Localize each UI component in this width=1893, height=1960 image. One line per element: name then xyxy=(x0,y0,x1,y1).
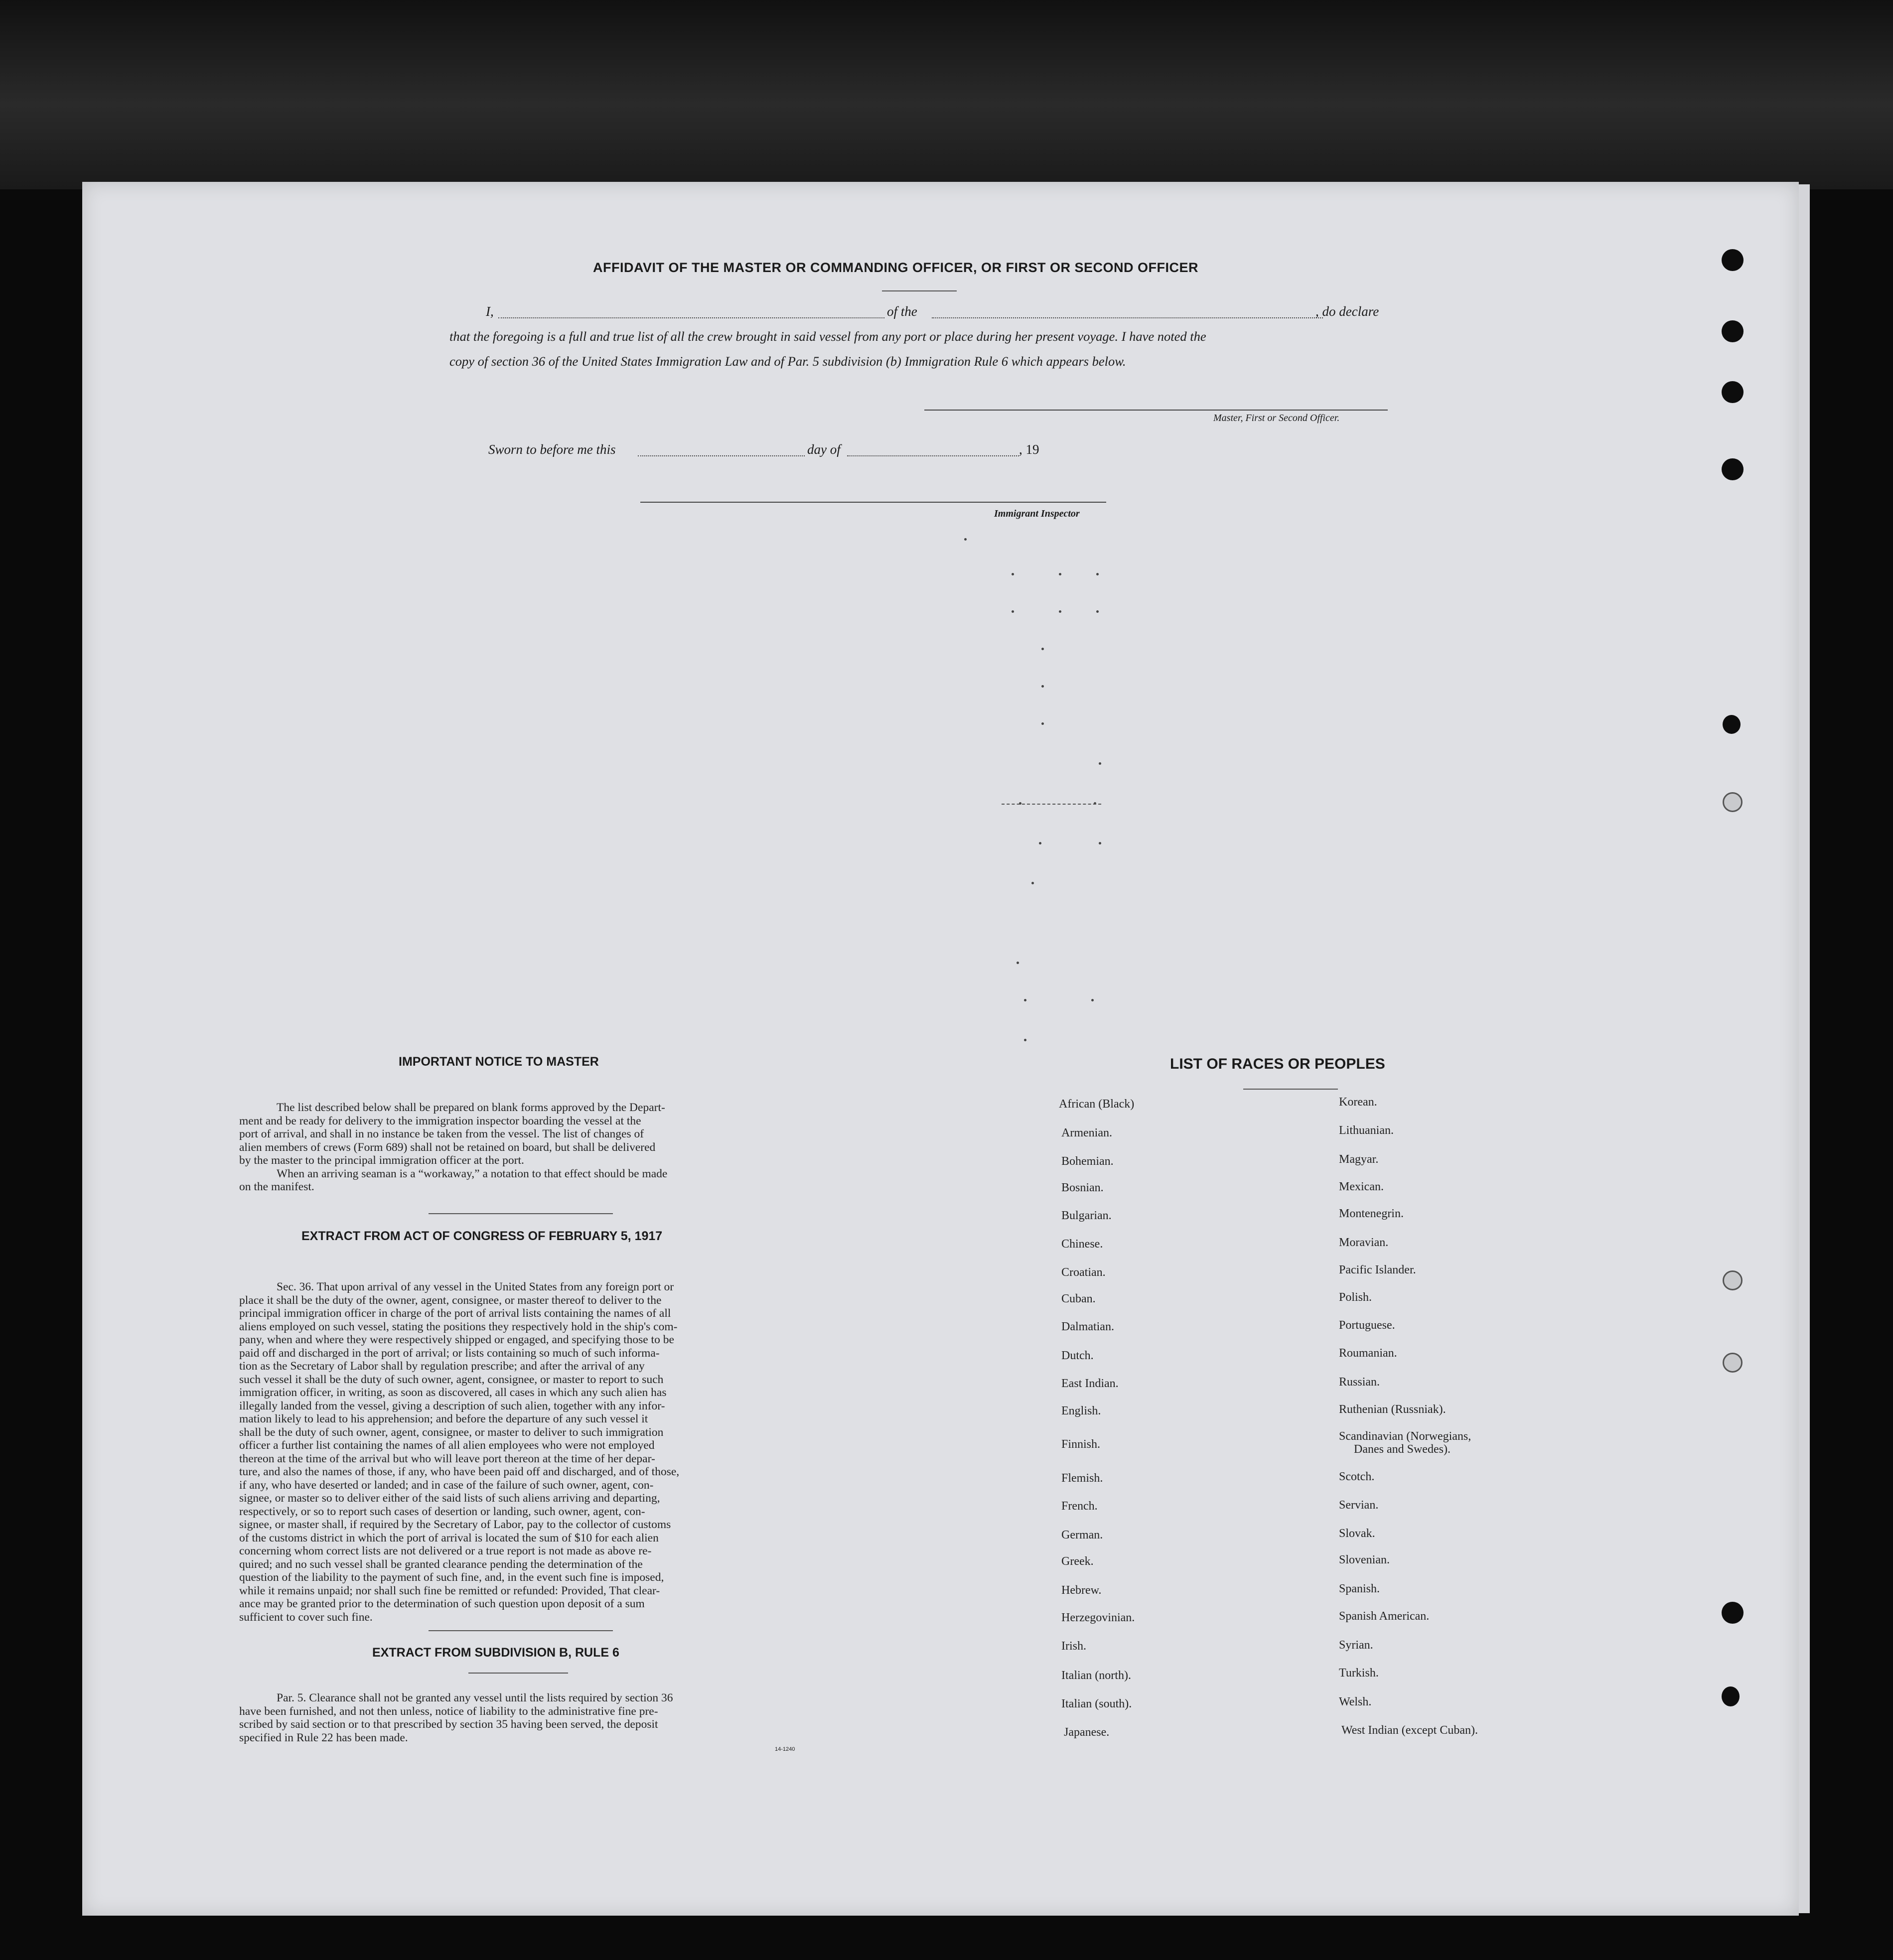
rule-extract-body xyxy=(239,1691,887,1744)
para-line: sufficient to cover such fine. xyxy=(239,1610,373,1624)
race-item: Bulgarian. xyxy=(1061,1209,1112,1222)
race-item: Armenian. xyxy=(1061,1126,1112,1139)
para-line: such vessel it shall be the duty of such owner, agent, consignee, or master to report to such xyxy=(239,1373,664,1386)
races-title-divider xyxy=(1243,1089,1338,1090)
sworn-day-field[interactable] xyxy=(638,455,805,456)
race-item: Spanish. xyxy=(1339,1582,1380,1595)
race-item: German. xyxy=(1061,1529,1103,1541)
stray-mark xyxy=(1059,610,1061,613)
race-item: Syrian. xyxy=(1339,1639,1373,1652)
race-item: Scotch. xyxy=(1339,1470,1375,1483)
race-item: Chinese. xyxy=(1061,1238,1103,1251)
race-item: Moravian. xyxy=(1339,1236,1389,1249)
sworn-month-prefix: day of xyxy=(807,442,841,457)
race-item: Portuguese. xyxy=(1339,1319,1395,1332)
title-divider xyxy=(882,290,957,291)
race-item: English. xyxy=(1061,1404,1101,1417)
race-item: Slovak. xyxy=(1339,1527,1375,1540)
para-line: tion as the Secretary of Labor shall by regulation prescribe; and after the arrival of any xyxy=(239,1360,645,1373)
race-item: Flemish. xyxy=(1061,1472,1103,1485)
para-line: on the manifest. xyxy=(239,1180,314,1193)
punch-hole xyxy=(1723,1270,1743,1290)
para-line: officer a further list containing the names of all alien employees who were not employed xyxy=(239,1439,655,1452)
act-extract-title: EXTRACT FROM ACT OF CONGRESS OF FEBRUARY 5, 1917 xyxy=(301,1229,663,1243)
race-item: Magyar. xyxy=(1339,1153,1379,1166)
race-item: Danes and Swedes). xyxy=(1354,1443,1451,1456)
race-item: Herzegovinian. xyxy=(1061,1611,1135,1624)
race-item: Finnish. xyxy=(1061,1438,1101,1451)
vessel-name-field[interactable] xyxy=(932,317,1323,318)
stray-dash xyxy=(1002,804,1101,805)
race-item: Polish. xyxy=(1339,1291,1372,1304)
notice-title: IMPORTANT NOTICE TO MASTER xyxy=(399,1055,599,1069)
para-line: question of the liability to the payment of such fine, and, in the event such fine is imposed, xyxy=(239,1571,664,1584)
race-item: African (Black) xyxy=(1059,1098,1135,1111)
race-item: Cuban. xyxy=(1061,1292,1096,1305)
para-line: paid off and discharged in the port of arrival; or lists containing so much of such informa- xyxy=(239,1346,660,1360)
sworn-year: , 19 xyxy=(1019,442,1039,457)
punch-hole xyxy=(1722,1686,1740,1706)
para-line: illegally landed from the vessel, giving a description of such alien, together with any infor- xyxy=(239,1399,665,1412)
stray-mark xyxy=(1041,648,1044,650)
race-item: Italian (south). xyxy=(1061,1697,1132,1710)
para-line: concerning whom correct lists are not delivered or a true report is not made as above re- xyxy=(239,1544,652,1557)
para-line: while it remains unpaid; nor shall such fine be remitted or refunded: Provided, That clear- xyxy=(239,1584,660,1597)
document-page xyxy=(82,182,1799,1916)
para-line: aliens employed on such vessel, stating the positions they respectively hold in the ship's com- xyxy=(239,1320,678,1333)
officer-caption: Master, First or Second Officer. xyxy=(1213,413,1340,423)
para-line: signee, or master shall, if required by the Secretary of Labor, pay to the collector of customs xyxy=(239,1518,671,1531)
race-item: Slovenian. xyxy=(1339,1553,1390,1566)
para-line: principal immigration officer in charge of the port of arrival lists containing the names of all xyxy=(239,1307,671,1320)
race-item: West Indian (except Cuban). xyxy=(1341,1724,1478,1737)
race-item: Japanese. xyxy=(1064,1726,1110,1739)
para-line: Sec. 36. That upon arrival of any vessel in the United States from any foreign port or xyxy=(277,1280,674,1293)
stray-mark xyxy=(1041,722,1044,725)
race-item: Bosnian. xyxy=(1061,1181,1104,1194)
para-line: by the master to the principal immigration officer at the port. xyxy=(239,1154,524,1167)
race-item: Hebrew. xyxy=(1061,1584,1102,1597)
stray-mark xyxy=(1012,573,1014,575)
race-item: Italian (north). xyxy=(1061,1669,1131,1682)
declarant-prefix: I, xyxy=(486,304,494,319)
para-line: shall be the duty of such owner, agent, consignee, or master to deliver to such immigration xyxy=(239,1425,664,1439)
para-line: of the customs district in which the port of arrival is located the sum of $10 for each alien xyxy=(239,1531,659,1544)
rule-extract-title: EXTRACT FROM SUBDIVISION B, RULE 6 xyxy=(372,1646,619,1660)
inspector-signature-line[interactable] xyxy=(640,502,1106,503)
stray-mark xyxy=(1024,1039,1026,1041)
races-title: LIST OF RACES OR PEOPLES xyxy=(1170,1056,1385,1072)
para-line: alien members of crews (Form 689) shall not be retained on board, but shall be delivered xyxy=(239,1140,656,1154)
scan-background xyxy=(0,0,1893,189)
act-extract-body xyxy=(239,1280,887,1624)
stray-mark xyxy=(1096,573,1099,575)
race-item: Pacific Islander. xyxy=(1339,1263,1416,1276)
race-item: Bohemian. xyxy=(1061,1155,1114,1168)
para-line: When an arriving seaman is a “workaway,” a notation to that effect should be made xyxy=(277,1167,668,1180)
race-item: Scandinavian (Norwegians, xyxy=(1339,1430,1471,1443)
race-item: French. xyxy=(1061,1500,1098,1513)
para-line: ture, and also the names of those, if any, who have been paid off and discharged, and of those, xyxy=(239,1465,680,1478)
punch-hole xyxy=(1722,249,1744,271)
declarant-name-field[interactable] xyxy=(498,317,884,318)
stray-mark xyxy=(1017,962,1019,964)
stray-mark xyxy=(1091,999,1094,1001)
race-item: Mexican. xyxy=(1339,1180,1384,1193)
race-item: Servian. xyxy=(1339,1499,1379,1512)
affidavit-line-2: that the foregoing is a full and true list of all the crew brought in said vessel from any port or place during her present voyage. I have noted the xyxy=(449,329,1206,344)
para-line: have been furnished, and not then unless, notice of liability to the administrative fine pre- xyxy=(239,1704,658,1718)
section-divider xyxy=(468,1673,568,1674)
para-line: if any, who have deserted or landed; and in case of the failure of such owner, agent, con- xyxy=(239,1478,654,1492)
race-item: Russian. xyxy=(1339,1376,1380,1389)
para-line: ment and be ready for delivery to the immigration inspector boarding the vessel at the xyxy=(239,1114,641,1127)
para-line: mation likely to lead to his apprehension; and before the departure of any such vessel it xyxy=(239,1412,648,1425)
para-line: port of arrival, and shall in no instance be taken from the vessel. The list of changes of xyxy=(239,1127,644,1140)
para-line: pany, when and where they were respectively shipped or engaged, and specifying those to be xyxy=(239,1333,674,1346)
form-number: 14-1240 xyxy=(775,1746,795,1752)
para-line: place it shall be the duty of the owner, agent, consignee, or master thereof to deliver to the xyxy=(239,1293,662,1307)
para-line: The list described below shall be prepared on blank forms approved by the Depart- xyxy=(277,1101,665,1114)
section-divider xyxy=(429,1213,613,1214)
race-item: Spanish American. xyxy=(1339,1610,1430,1623)
punch-hole xyxy=(1723,1353,1743,1373)
race-item: Korean. xyxy=(1339,1096,1377,1109)
stray-mark xyxy=(1099,762,1101,765)
race-item: East Indian. xyxy=(1061,1377,1119,1390)
affidavit-title: AFFIDAVIT OF THE MASTER OR COMMANDING OFFICER, OR FIRST OR SECOND OFFICER xyxy=(593,260,1198,275)
stray-mark xyxy=(1039,842,1041,844)
declare-suffix: , do declare xyxy=(1315,304,1379,319)
para-line: thereon at the time of the arrival but who will leave port thereon at the time of her depar- xyxy=(239,1452,655,1465)
para-line: specified in Rule 22 has been made. xyxy=(239,1731,408,1744)
affidavit-line-3: copy of section 36 of the United States Immigration Law and of Par. 5 subdivision (b) Immigration Rule 6 which appears below. xyxy=(449,354,1126,369)
notice-paragraph-1 xyxy=(239,1101,887,1194)
para-line: ance may be granted prior to the determination of such question upon deposit of a sum xyxy=(239,1597,645,1610)
punch-hole xyxy=(1723,792,1743,812)
stray-mark xyxy=(1041,685,1044,688)
race-item: Montenegrin. xyxy=(1339,1207,1404,1220)
para-line: respectively, or so to report such cases of desertion or landing, such owner, agent, con- xyxy=(239,1505,645,1518)
race-item: Dutch. xyxy=(1061,1349,1094,1362)
stray-mark xyxy=(1024,999,1026,1001)
race-item: Welsh. xyxy=(1339,1695,1372,1708)
stray-mark xyxy=(1031,882,1034,884)
stray-mark xyxy=(1059,573,1061,575)
punch-hole xyxy=(1722,320,1744,342)
section-divider xyxy=(429,1630,613,1631)
race-item: Roumanian. xyxy=(1339,1347,1397,1360)
punch-hole xyxy=(1722,381,1744,403)
race-item: Dalmatian. xyxy=(1061,1320,1114,1333)
stray-mark xyxy=(1012,610,1014,613)
race-item: Irish. xyxy=(1061,1640,1086,1653)
punch-hole xyxy=(1722,1602,1744,1624)
punch-hole xyxy=(1722,458,1744,480)
race-item: Croatian. xyxy=(1061,1266,1106,1279)
para-line: quired; and no such vessel shall be granted clearance pending the determination of the xyxy=(239,1557,643,1571)
sworn-month-field[interactable] xyxy=(847,455,1019,456)
vessel-prefix: of the xyxy=(887,304,917,319)
race-item: Turkish. xyxy=(1339,1667,1379,1680)
inspector-caption: Immigrant Inspector xyxy=(994,508,1080,519)
para-line: scribed by said section or to that prescribed by section 35 having been served, the deposit xyxy=(239,1718,658,1731)
stray-mark xyxy=(964,538,967,541)
race-item: Lithuanian. xyxy=(1339,1124,1394,1137)
race-item: Ruthenian (Russniak). xyxy=(1339,1403,1446,1416)
para-line: immigration officer, in writing, as soon as discovered, all cases in which any such alien has xyxy=(239,1386,667,1399)
para-line: Par. 5. Clearance shall not be granted any vessel until the lists required by section 36 xyxy=(277,1691,673,1704)
officer-signature-line[interactable] xyxy=(924,410,1388,411)
stray-mark xyxy=(1099,842,1101,844)
para-line: signee, or master so to deliver either of the said lists of such aliens arriving and departing, xyxy=(239,1492,660,1505)
race-item: Greek. xyxy=(1061,1555,1094,1568)
sworn-prefix: Sworn to before me this xyxy=(488,442,616,457)
punch-hole xyxy=(1723,715,1741,734)
stray-mark xyxy=(1096,610,1099,613)
